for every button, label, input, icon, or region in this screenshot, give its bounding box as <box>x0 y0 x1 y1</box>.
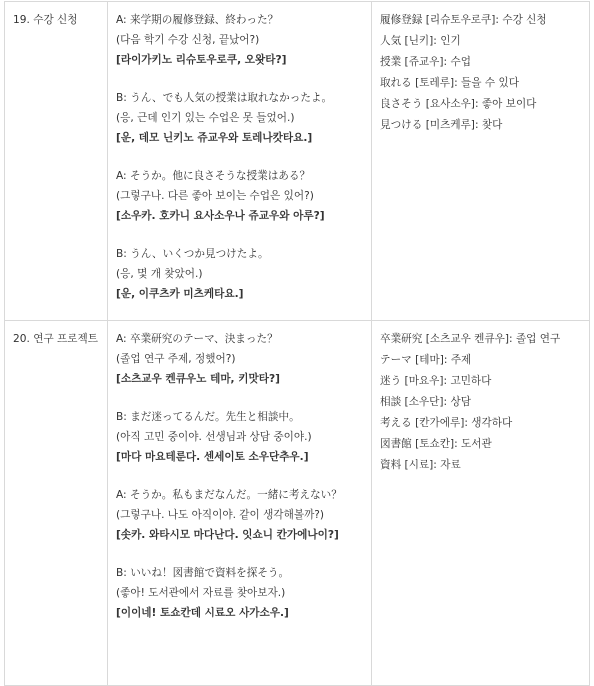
vocab-item: テーマ [테마]: 주제 <box>380 354 472 366</box>
dialogue-japanese: B: いいね！図書館で資料を探そう。 <box>116 567 290 579</box>
dialogue-korean: (다음 학기 수강 신청, 끝났어?) <box>116 34 260 46</box>
dialogue-block <box>116 88 363 148</box>
dialogue-japanese: B: まだ迷ってるんだ。先生と相談中。 <box>116 411 300 423</box>
dialogue-pronunciation: [라이가키노 리슈토우로쿠, 오왓타?] <box>116 54 287 66</box>
vocab-item: 図書館 [토쇼칸]: 도서관 <box>380 438 492 450</box>
vocab-cell <box>372 321 590 686</box>
vocab-item: 良さそう [요사소우]: 좋아 보이다 <box>380 98 537 110</box>
dialogue-korean: (아직 고민 중이야. 선생님과 상담 중이야.) <box>116 431 312 443</box>
dialogue-pronunciation: [이이네! 토쇼칸데 시료오 사가소우.] <box>116 607 289 619</box>
dialogue-korean: (그렇구나. 다른 좋아 보이는 수업은 있어?) <box>116 190 314 202</box>
dialogue-block <box>116 10 363 70</box>
dialogue-korean: (그렇구나. 나도 아직이야. 같이 생각해볼까?) <box>116 509 325 521</box>
vocab-item: 考える [칸가에루]: 생각하다 <box>380 417 513 429</box>
dialogue-korean: (졸업 연구 주제, 정했어?) <box>116 353 236 365</box>
dialogue-cell <box>108 321 372 686</box>
vocab-item: 授業 [쥬교우]: 수업 <box>380 56 471 68</box>
dialogue-pronunciation: [소우카. 호카니 요사소우나 쥬교우와 아루?] <box>116 210 325 222</box>
dialogue-block <box>116 166 363 226</box>
dialogue-block <box>116 563 363 623</box>
vocab-item: 資料 [시료]: 자료 <box>380 459 461 471</box>
dialogue-block <box>116 485 363 545</box>
table-row <box>5 2 590 321</box>
topic-title: 19. 수강 신청 <box>13 14 78 26</box>
dialogue-pronunciation: [마다 마요테룬다. 센세이토 소우단추우.] <box>116 451 309 463</box>
dialogue-japanese: B: うん、いくつか見つけたよ。 <box>116 248 269 260</box>
dialogue-block <box>116 244 363 304</box>
vocab-item: 迷う [마요우]: 고민하다 <box>380 375 492 387</box>
dialogue-pronunciation: [운, 이쿠츠카 미츠케타요.] <box>116 288 244 300</box>
dialogue-japanese: A: そうか。他に良さそうな授業はある？ <box>116 170 311 182</box>
dialogue-japanese: A: 卒業研究のテーマ、決まった？ <box>116 333 278 345</box>
dialogue-pronunciation: [운, 데모 닌키노 쥬교우와 토레나캇타요.] <box>116 132 313 144</box>
vocab-item: 卒業研究 [소츠교우 켄큐우]: 졸업 연구 <box>380 333 561 345</box>
vocab-cell <box>372 2 590 321</box>
vocab-item: 相談 [소우단]: 상담 <box>380 396 471 408</box>
dialogue-cell <box>108 2 372 321</box>
dialogue-pronunciation: [소츠교우 켄큐우노 테마, 키맛타?] <box>116 373 280 385</box>
dialogue-block <box>116 329 363 389</box>
dialogue-korean: (응, 근데 인기 있는 수업은 못 들었어.) <box>116 112 295 124</box>
dialogue-block <box>116 407 363 467</box>
vocab-item: 人気 [닌키]: 인기 <box>380 35 461 47</box>
table-body <box>5 2 590 686</box>
vocab-item: 見つける [미츠케루]: 찾다 <box>380 119 503 131</box>
dialogue-japanese: B: うん、でも人気の授業は取れなかったよ。 <box>116 92 333 104</box>
dialogue-korean: (응, 몇 개 찾았어.) <box>116 268 203 280</box>
dialogue-japanese: A: 来学期の履修登録、終わった？ <box>116 14 279 26</box>
topic-cell <box>5 2 108 321</box>
dialogue-japanese: A: そうか。私もまだなんだ。一緒に考えない？ <box>116 489 342 501</box>
table-row <box>5 321 590 686</box>
dialogue-table <box>4 1 590 686</box>
topic-cell <box>5 321 108 686</box>
vocab-item: 履修登録 [리슈토우로쿠]: 수강 신청 <box>380 14 547 26</box>
dialogue-pronunciation: [솟카. 와타시모 마다난다. 잇쇼니 칸가에나이?] <box>116 529 339 541</box>
dialogue-korean: (좋아! 도서관에서 자료를 찾아보자.) <box>116 587 286 599</box>
topic-title: 20. 연구 프로젝트 <box>13 333 98 345</box>
vocab-item: 取れる [토레루]: 들을 수 있다 <box>380 77 519 89</box>
